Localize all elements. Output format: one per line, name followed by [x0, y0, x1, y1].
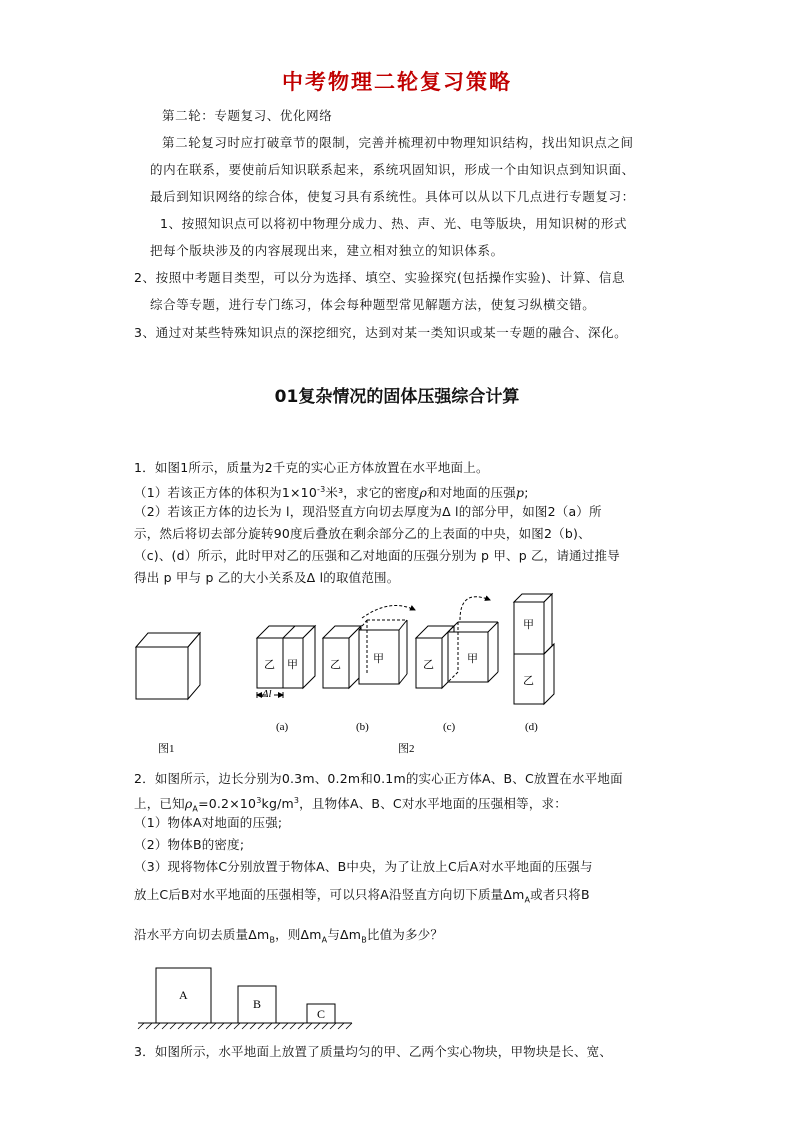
fig2b-yi-label: 乙 — [330, 658, 341, 671]
q2-given-text: =0.2×10 — [198, 796, 257, 812]
intro-point-1: 1、按照知识点可以将初中物理分成力、热、声、光、电等版块，用知识树的形式 — [160, 216, 628, 231]
q1-part1-text: 米³，求它的密度 — [325, 485, 420, 501]
q1-stem: 1．如图1所示，质量为2千克的实心正方体放置在水平地面上。 — [134, 460, 489, 475]
q2-given — [134, 793, 567, 818]
fig2d-cubes — [514, 594, 554, 704]
q1-part1-text: （1）若该正方体的体积为1×10 — [134, 485, 317, 501]
q1-part1 — [134, 482, 529, 501]
q3-stem: 3．如图所示，水平地面上放置了质量均匀的甲、乙两个实心物块，甲物块是长、宽、 — [134, 1044, 613, 1059]
q1-part1-text: 和对地面的压强 — [427, 485, 516, 501]
rho-symbol: ρ — [184, 796, 193, 812]
fig2c-caption: (c) — [443, 721, 456, 733]
intro-heading: 第二轮：专题复习、优化网络 — [162, 108, 333, 123]
document-title: 中考物理二轮复习策略 — [282, 69, 512, 94]
q1-part1-text: ; — [524, 485, 529, 501]
intro-line: 第二轮复习时应打破章节的限制，完善并梳理初中物理知识结构，找出知识点之间 — [162, 135, 634, 150]
q2-part3-text: 比值为多少？ — [366, 927, 444, 942]
subscript: B — [269, 935, 276, 945]
fig2c-cubes — [416, 597, 498, 688]
q2-part3-cont — [134, 887, 590, 909]
fig2d-jia-label: 甲 — [523, 618, 534, 631]
fig2c-yi-label: 乙 — [423, 658, 434, 671]
p-symbol: p — [515, 485, 525, 501]
fig2c-jia-label: 甲 — [467, 652, 478, 665]
intro-point-3: 3、通过对某些特殊知识点的深挖细究，达到对某一类知识或某一专题的融合、深化。 — [134, 325, 628, 340]
block-c-label: C — [317, 1007, 326, 1021]
q2-part2: （2）物体B的密度; — [134, 837, 245, 852]
subscript: A — [321, 935, 328, 945]
rho-symbol: ρ — [419, 485, 428, 501]
fig2b-cubes — [323, 606, 415, 689]
block-a-label: A — [179, 988, 188, 1002]
q2-stem: 2．如图所示，边长分别为0.3m、0.2m和0.1m的实心正方体A、B、C放置在水平地面 — [134, 771, 623, 786]
fig1-caption: 图1 — [158, 743, 175, 755]
q1-part2-cont: 示，然后将切去部分旋转90度后叠放在剩余部分乙的上表面的中央，如图2（b)、 — [134, 526, 591, 541]
intro-line: 把每个版块涉及的内容展现出来，建立相对独立的知识体系。 — [150, 243, 504, 258]
intro-line: 的内在联系，要使前后知识联系起来，系统巩固知识，形成一个由知识点到知识面、 — [150, 162, 635, 177]
q1-figure — [130, 590, 570, 760]
fig1-cube — [136, 633, 200, 699]
q2-part3-text: 与Δm — [327, 927, 362, 942]
q1-part2-cont: 得出 p 甲与 p 乙的大小关系及Δ l的取值范围。 — [134, 570, 400, 585]
fig2d-caption: (d) — [525, 721, 538, 733]
intro-point-2: 2、按照中考题目类型，可以分为选择、填空、实验探究(包括操作实验)、计算、信息 — [134, 270, 626, 285]
q2-part3-text: ，则Δm — [275, 927, 322, 942]
subscript: B — [361, 935, 367, 945]
q2-given-text: 上，已知 — [134, 796, 185, 812]
q1-part2-cont: （c)、(d）所示，此时甲对乙的压强和乙对地面的压强分别为 p 甲、p 乙，请通过推导 — [134, 548, 620, 563]
delta-l-label: Δl — [262, 688, 272, 700]
q2-part3: （3）现将物体C分别放置于物体A、B中央，为了让放上C后A对水平地面的压强与 — [134, 859, 593, 874]
intro-line: 综合等专题，进行专门练习，体会每种题型常见解题方法，使复习纵横交错。 — [150, 297, 596, 312]
fig2b-caption: (b) — [356, 721, 369, 733]
q2-part3-cont — [134, 927, 443, 949]
subscript: A — [524, 895, 531, 905]
fig2a-yi-label: 乙 — [264, 658, 275, 671]
section-title: 01复杂情况的固体压强综合计算 — [274, 387, 520, 407]
q2-given-text: ，且物体A、B、C对水平地面的压强相等，求： — [299, 796, 567, 812]
exponent: 3 — [293, 796, 300, 805]
q2-part1: （1）物体A对地面的压强; — [134, 815, 283, 830]
q2-figure — [130, 960, 360, 1035]
fig2-caption: 图2 — [398, 743, 415, 755]
q2-part3-text: 或者只将B — [530, 887, 590, 902]
exponent: 3 — [256, 796, 262, 805]
subscript: A — [192, 804, 199, 814]
fig2b-jia-label: 甲 — [373, 652, 384, 665]
fig2a-jia-label: 甲 — [287, 658, 298, 671]
fig2d-yi-label: 乙 — [523, 674, 534, 687]
exponent: -3 — [317, 485, 326, 494]
q2-given-text: kg/m — [261, 796, 294, 812]
ground-hatching — [138, 1023, 352, 1029]
q1-part2: （2）若该正方体的边长为 l，现沿竖直方向切去厚度为Δ l的部分甲，如图2（a）所 — [134, 504, 602, 519]
intro-line: 最后到知识网络的综合体，使复习具有系统性。具体可以从以下几点进行专题复习： — [150, 189, 635, 204]
block-b-label: B — [253, 997, 262, 1011]
q2-part3-text: 放上C后B对水平地面的压强相等，可以只将A沿竖直方向切下质量Δm — [134, 887, 525, 902]
fig2a-caption: (a) — [276, 721, 289, 733]
q2-part3-text: 沿水平方向切去质量Δm — [134, 927, 270, 942]
